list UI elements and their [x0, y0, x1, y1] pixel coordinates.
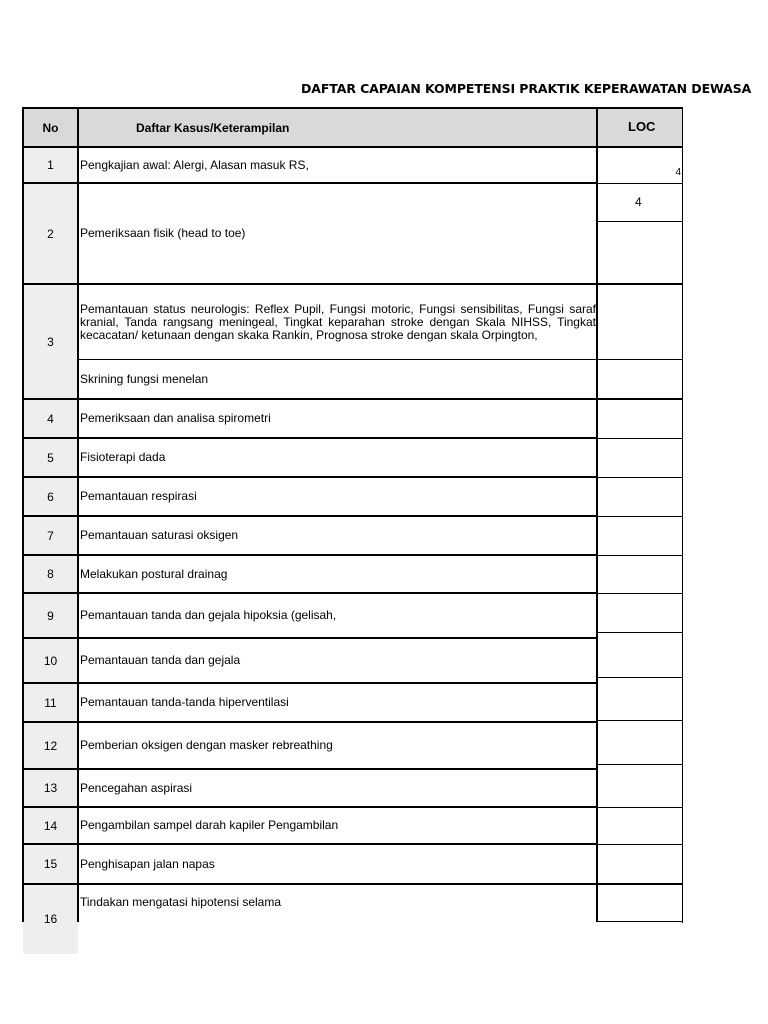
row-number-label: 15 — [43, 857, 58, 871]
row-number-label: 6 — [47, 489, 54, 504]
grid-line — [597, 807, 683, 808]
grid-line — [22, 682, 598, 684]
task-label: Pengambilan sampel darah kapiler Pengambilan — [80, 818, 339, 832]
task-label: Skrining fungsi menelan — [80, 372, 209, 386]
grid-line — [22, 554, 598, 556]
task-label: Pemantauan tanda dan gejala — [80, 653, 241, 667]
grid-line — [22, 883, 683, 885]
row-number — [23, 438, 78, 477]
header-task-cell — [78, 108, 597, 147]
row-number-label: 10 — [43, 653, 58, 668]
task-cell — [78, 555, 597, 593]
row-number — [23, 683, 78, 722]
task-label: Pemberian oksigen dengan masker rebreathing — [80, 738, 333, 752]
grid-line — [597, 221, 683, 222]
row-number-label: 7 — [47, 528, 54, 543]
task-label: Fisioterapi dada — [80, 450, 166, 464]
task-label: Pencegahan aspirasi — [80, 780, 193, 795]
grid-line — [22, 283, 683, 285]
grid-line — [22, 515, 598, 517]
grid-line — [597, 183, 683, 184]
row-number-label: 1 — [47, 158, 54, 172]
grid-line — [22, 437, 598, 439]
grid-line — [22, 107, 683, 109]
grid-line — [22, 721, 598, 723]
row-number — [23, 183, 78, 284]
task-cell — [78, 884, 597, 922]
task-label: Penghisapan jalan napas — [80, 856, 215, 871]
row-number — [23, 722, 78, 769]
row-number — [23, 516, 78, 555]
grid-line — [22, 476, 598, 478]
row-number-label: 14 — [43, 818, 58, 833]
header-loc-cell — [597, 108, 683, 147]
grid-line — [597, 438, 683, 439]
row-number — [23, 477, 78, 516]
grid-line — [22, 146, 683, 148]
row-number-label: 11 — [44, 695, 57, 710]
loc-value: 4 — [635, 195, 642, 209]
grid-line — [597, 844, 683, 845]
grid-line — [22, 592, 598, 594]
task-cell — [78, 147, 597, 183]
row-number-label: 5 — [47, 450, 54, 465]
row-number — [23, 399, 78, 438]
row-number — [23, 593, 78, 638]
loc-value: 4 — [675, 167, 681, 178]
row-number — [23, 769, 78, 807]
grid-line — [597, 764, 683, 765]
task-cell — [78, 722, 597, 769]
grid-line — [22, 806, 598, 808]
grid-line — [597, 720, 683, 721]
task-label: Pemantauan respirasi — [80, 489, 197, 503]
task-label: Pemantauan saturasi oksigen — [80, 528, 239, 542]
grid-line — [597, 632, 683, 633]
task-cell — [78, 769, 597, 807]
grid-line — [597, 516, 683, 517]
row-number — [23, 807, 78, 844]
header-task-label: Daftar Kasus/Keterampilan — [136, 120, 290, 135]
grid-line — [597, 677, 683, 678]
row-number — [23, 844, 78, 884]
task-cell — [78, 593, 597, 638]
task-cell — [78, 844, 597, 884]
row-number — [23, 884, 78, 954]
row-number — [23, 555, 78, 593]
row-number-label: 13 — [43, 781, 58, 795]
grid-line — [597, 555, 683, 556]
task-cell — [78, 183, 597, 284]
task-cell — [78, 807, 597, 844]
task-cell — [78, 638, 597, 683]
row-number-label: 8 — [47, 567, 54, 581]
row-number-label: 9 — [47, 608, 54, 623]
row-number — [23, 638, 78, 683]
task-cell — [78, 284, 597, 360]
row-number-label: 16 — [43, 912, 58, 926]
grid-line — [22, 768, 598, 770]
row-number-label: 4 — [47, 411, 54, 426]
row-number-label: 12 — [43, 738, 58, 753]
task-cell — [78, 360, 597, 399]
task-cell — [78, 438, 597, 477]
task-label: Tindakan mengatasi hipotensi selama — [80, 895, 282, 909]
task-cell — [78, 683, 597, 722]
task-cell — [78, 399, 597, 438]
grid-line — [597, 921, 683, 922]
header-loc-label: LOC — [628, 119, 656, 134]
row-number — [23, 284, 78, 399]
document-title: DAFTAR CAPAIAN KOMPETENSI PRAKTIK KEPERAWATAN DEWASA — [301, 81, 752, 96]
task-label: Pemantauan status neurologis: Reflex Pupil, Fungsi motoric, Fungsi sensibilitas, Fungsi saraf kranial, Tanda rangsang meningeal, Tingkat keparahan stroke dengan Skala NIHSS, Tingkat kecacatan/ ketunaan dengan skaka Rankin, Prognosa stroke dengan skala Orpington, — [80, 301, 596, 342]
grid-line — [78, 359, 683, 360]
task-cell — [78, 477, 597, 516]
task-cell — [78, 516, 597, 555]
row-number-label: 3 — [47, 334, 54, 349]
row-number-label: 2 — [47, 226, 54, 241]
header-no-cell — [23, 108, 78, 147]
grid-line — [22, 398, 683, 400]
task-label: Pemeriksaan dan analisa spirometri — [80, 411, 271, 425]
task-label: Pemeriksaan fisik (head to toe) — [80, 226, 246, 240]
grid-line — [22, 637, 598, 639]
task-label: Pengkajian awal: Alergi, Alasan masuk RS, — [80, 157, 309, 172]
row-number — [23, 147, 78, 183]
header-no-label: No — [42, 120, 59, 135]
grid-line — [597, 593, 683, 594]
grid-line — [597, 477, 683, 478]
task-label: Pemantauan tanda-tanda hiperventilasi — [80, 695, 289, 709]
grid-line — [22, 182, 598, 184]
loc-cell — [597, 183, 683, 221]
grid-line — [22, 843, 598, 845]
task-label: Pemantauan tanda dan gejala hipoksia (gelisah, — [80, 608, 337, 622]
task-label: Melakukan postural drainag — [80, 566, 228, 581]
loc-cell — [597, 147, 683, 183]
